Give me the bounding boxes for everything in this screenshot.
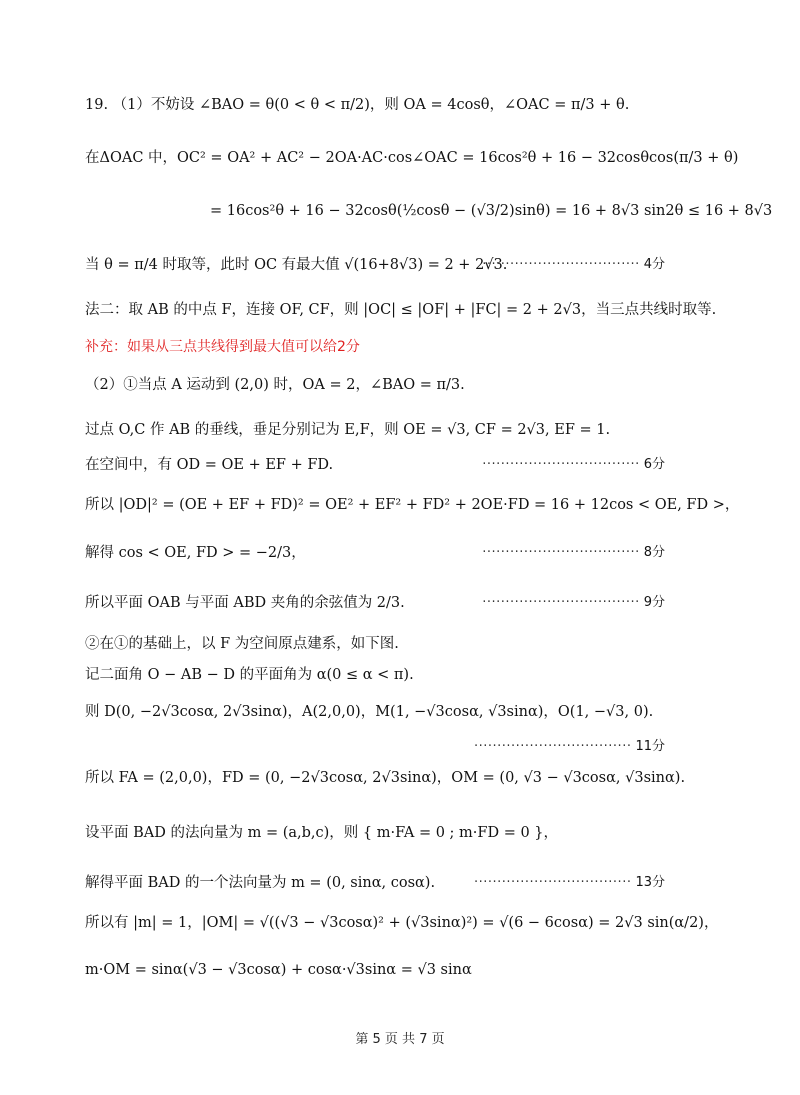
score-mark: ····· 8分	[482, 543, 665, 563]
text-line	[85, 593, 760, 613]
line-text: 所以 |OD|² = (OE + EF + FD)² = OE² + EF² + FD² + 2OE·FD = 16 + 12cos < OE, FD >，	[85, 497, 740, 513]
text-line	[85, 148, 760, 168]
text-line	[85, 823, 760, 843]
text-line	[85, 95, 760, 115]
line-text: （2）①当点 A 运动到 (2,0) 时，OA = 2，∠BAO = π/3.	[85, 377, 465, 393]
line-text: 解得平面 BAD 的一个法向量为 m = (0, sinα, cosα).	[85, 875, 436, 891]
text-line	[85, 768, 760, 788]
line-text: 在空间中，有 OD = OE + EF + FD.	[85, 457, 334, 473]
text-line	[85, 495, 760, 515]
line-text: ②在①的基础上，以 F 为空间原点建系，如下图.	[85, 636, 399, 652]
line-text: 法二：取 AB 的中点 F，连接 OF, CF，则 |OC| ≤ |OF| + |FC| = 2 + 2√3，当三点共线时取等.	[85, 302, 717, 318]
line-text: 则 D(0, −2√3cosα, 2√3sinα)，A(2,0,0)，M(1, −√3cosα, √3sinα)，O(1, −√3, 0).	[85, 704, 654, 720]
line-text: 设平面 BAD 的法向量为 m = (a,b,c)，则 { m·FA = 0 ; m·FD = 0 }，	[85, 825, 559, 841]
score-mark: ····· 11分	[474, 737, 665, 757]
line-text: 19. （1）不妨设 ∠BAO = θ(0 < θ < π/2)，则 OA = 4cosθ，∠OAC = π/3 + θ.	[85, 97, 630, 113]
line-text: 所以 FA = (2,0,0)，FD = (0, −2√3cosα, 2√3sinα)，OM = (0, √3 − √3cosα, √3sinα).	[85, 770, 686, 786]
score-mark: ····· 4分	[482, 255, 665, 275]
supplement-note	[85, 337, 760, 357]
line-text: 过点 O,C 作 AB 的垂线，垂足分别记为 E,F，则 OE = √3, CF = 2√3, EF = 1.	[85, 422, 611, 438]
text-line	[210, 201, 773, 221]
score-mark: ····· 13分	[474, 873, 665, 893]
text-line	[85, 960, 760, 980]
score-mark: ····· 6分	[482, 455, 665, 475]
text-line	[85, 300, 760, 320]
line-text: 记二面角 O − AB − D 的平面角为 α(0 ≤ α < π).	[85, 667, 414, 683]
text-line	[85, 255, 760, 275]
line-text: 所以有 |m| = 1，|OM| = √((√3 − √3cosα)² + (√3sinα)²) = √(6 − 6cosα) = 2√3 sin(α/2)，	[85, 915, 719, 931]
text-line	[85, 420, 760, 440]
page-footer: 第 5 页 共 7 页	[355, 1032, 445, 1047]
text-line	[85, 665, 760, 685]
line-text: 补充：如果从三点共线得到最大值可以给2分	[85, 339, 360, 355]
text-line	[85, 634, 760, 654]
text-line	[85, 873, 760, 893]
text-line	[85, 543, 760, 563]
line-text: 当 θ = π/4 时取等，此时 OC 有最大值 √(16+8√3) = 2 + 2√3.	[85, 257, 508, 273]
line-text: = 16cos²θ + 16 − 32cosθ(½cosθ − (√3/2)sinθ) = 16 + 8√3 sin2θ ≤ 16 + 8√3	[210, 203, 773, 219]
text-line	[85, 913, 760, 933]
line-text: m·OM = sinα(√3 − √3cosα) + cosα·√3sinα = √3 sinα	[85, 962, 472, 978]
line-text: 解得 cos < OE, FD > = −2/3，	[85, 545, 306, 561]
text-line	[85, 702, 760, 722]
line-text: 在ΔOAC 中，OC² = OA² + AC² − 2OA·AC·cos∠OAC = 16cos²θ + 16 − 32cosθcos(π/3 + θ)	[85, 150, 739, 166]
line-text: 所以平面 OAB 与平面 ABD 夹角的余弦值为 2/3.	[85, 595, 405, 611]
text-line	[85, 375, 760, 395]
score-mark: ····· 9分	[482, 593, 665, 613]
text-line	[85, 455, 760, 475]
